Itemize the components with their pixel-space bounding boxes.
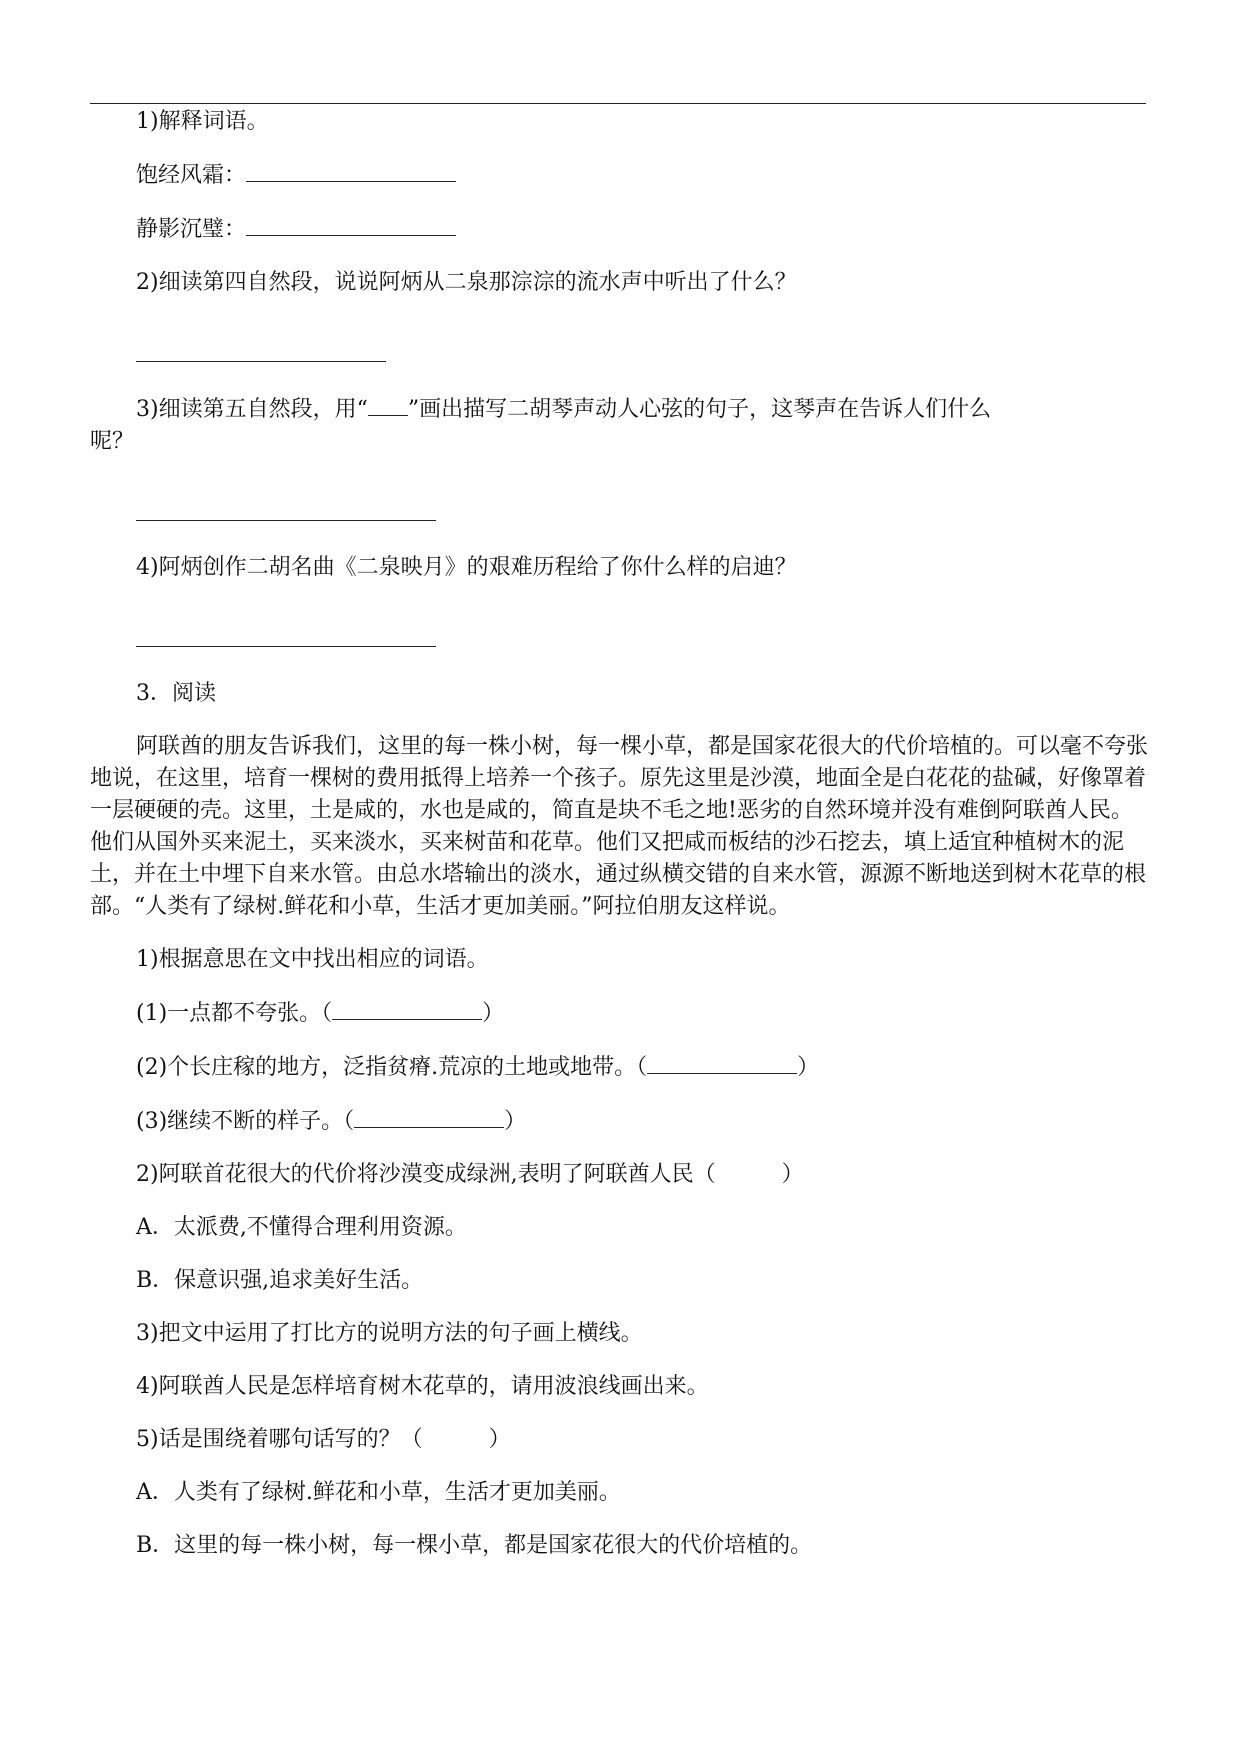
answer-blank[interactable] (136, 339, 386, 362)
s3-q5-option-b[interactable]: B．这里的每一株小树，每一棵小草，都是国家花很大的代价培植的。 (136, 1533, 813, 1558)
close-paren: ） (482, 1001, 505, 1026)
s3-q1-item1 (90, 997, 1150, 1030)
s3-q4-text: 4)阿联酋人民是怎样培育树木花草的，请用波浪线画出来。 (136, 1374, 709, 1399)
answer-blank[interactable] (332, 997, 482, 1020)
s2-q1-title: 1)解释词语。 (136, 109, 269, 134)
s3-q2-option-a[interactable]: A．太派费,不懂得合理利用资源。 (136, 1215, 467, 1240)
s2-q4-answer-line (90, 624, 1150, 657)
answer-blank[interactable] (647, 1051, 797, 1074)
item1-label: (1)一点都不夸张。（ (136, 1001, 333, 1026)
answer-blank[interactable] (136, 498, 436, 521)
q3-text-b: ”画出描写二胡琴声动人心弦的句子，这琴声在告诉人们什么 (407, 397, 992, 422)
close-paren: ） (797, 1055, 820, 1080)
s2-q3-text-cont: 呢？ (90, 429, 135, 454)
s3-q1-item3 (90, 1105, 1150, 1138)
header-rule (90, 103, 1146, 104)
s2-q3-text (90, 393, 1150, 426)
answer-blank[interactable] (136, 624, 436, 647)
s3-q5-text: 5)话是围绕着哪句话写的？（ ） (136, 1427, 511, 1452)
reading-passage: 阿联酋的朋友告诉我们，这里的每一株小树，每一棵小草，都是国家花很大的代价培植的。可以毫不夸张地说，在这里，培育一棵树的费用抵得上培养一个孩子。原先这里是沙漠，地面全是白花花的盐碱，好像罩着一层硬硬的壳。这里，土是咸的，水也是咸的，简直是块不毛之地!恶劣的自然环境并没有难倒阿联酋人民。他们从国外买来泥土，买来淡水，买来树苗和花草。他们又把咸而板结的沙石挖去，填上适宜种植树木的泥土，并在土中埋下自来水管。由总水塔输出的淡水，通过纵横交错的自来水管，源源不断地送到树木花草的根部。“人类有了绿树.鲜花和小草，生活才更加美丽。”阿拉伯朋友这样说。 (90, 734, 1149, 919)
close-paren: ） (504, 1109, 527, 1134)
answer-blank[interactable] (246, 159, 456, 182)
s2-q3-answer-line (90, 498, 1150, 531)
s3-q1-title: 1)根据意思在文中找出相应的词语。 (136, 947, 489, 972)
answer-blank[interactable] (246, 213, 456, 236)
s2-q2-text: 2)细读第四自然段，说说阿炳从二泉那淙淙的流水声中听出了什么？ (136, 270, 797, 295)
s3-q5-option-a[interactable]: A．人类有了绿树.鲜花和小草，生活才更加美丽。 (136, 1480, 621, 1505)
s3-q2-text: 2)阿联首花很大的代价将沙漠变成绿洲,表明了阿联酋人民（ ） (136, 1162, 804, 1187)
s2-q1-term2 (90, 213, 1150, 246)
s3-q3-text: 3)把文中运用了打比方的说明方法的句子画上横线。 (136, 1321, 643, 1346)
section3-heading: 3．阅读 (136, 681, 216, 706)
worksheet-page (90, 106, 1150, 1562)
answer-blank[interactable] (354, 1105, 504, 1128)
q3-text-a: 3)细读第五自然段，用“ (136, 397, 368, 422)
term1-label: 饱经风霜： (136, 163, 247, 188)
s2-q4-text: 4)阿炳创作二胡名曲《二泉映月》的艰难历程给了你什么样的启迪？ (136, 555, 797, 580)
item2-label: (2)个长庄稼的地方，泛指贫瘠.荒凉的土地或地带。（ (136, 1055, 648, 1080)
item3-label: (3)继续不断的样子。（ (136, 1109, 355, 1134)
s3-q1-item2 (90, 1051, 1150, 1084)
s2-q2-answer-line (90, 339, 1150, 372)
s2-q1-term1 (90, 159, 1150, 192)
term2-label: 静影沉璧： (136, 217, 247, 242)
s3-q2-option-b[interactable]: B．保意识强,追求美好生活。 (136, 1268, 424, 1293)
underline-sample (368, 393, 408, 416)
